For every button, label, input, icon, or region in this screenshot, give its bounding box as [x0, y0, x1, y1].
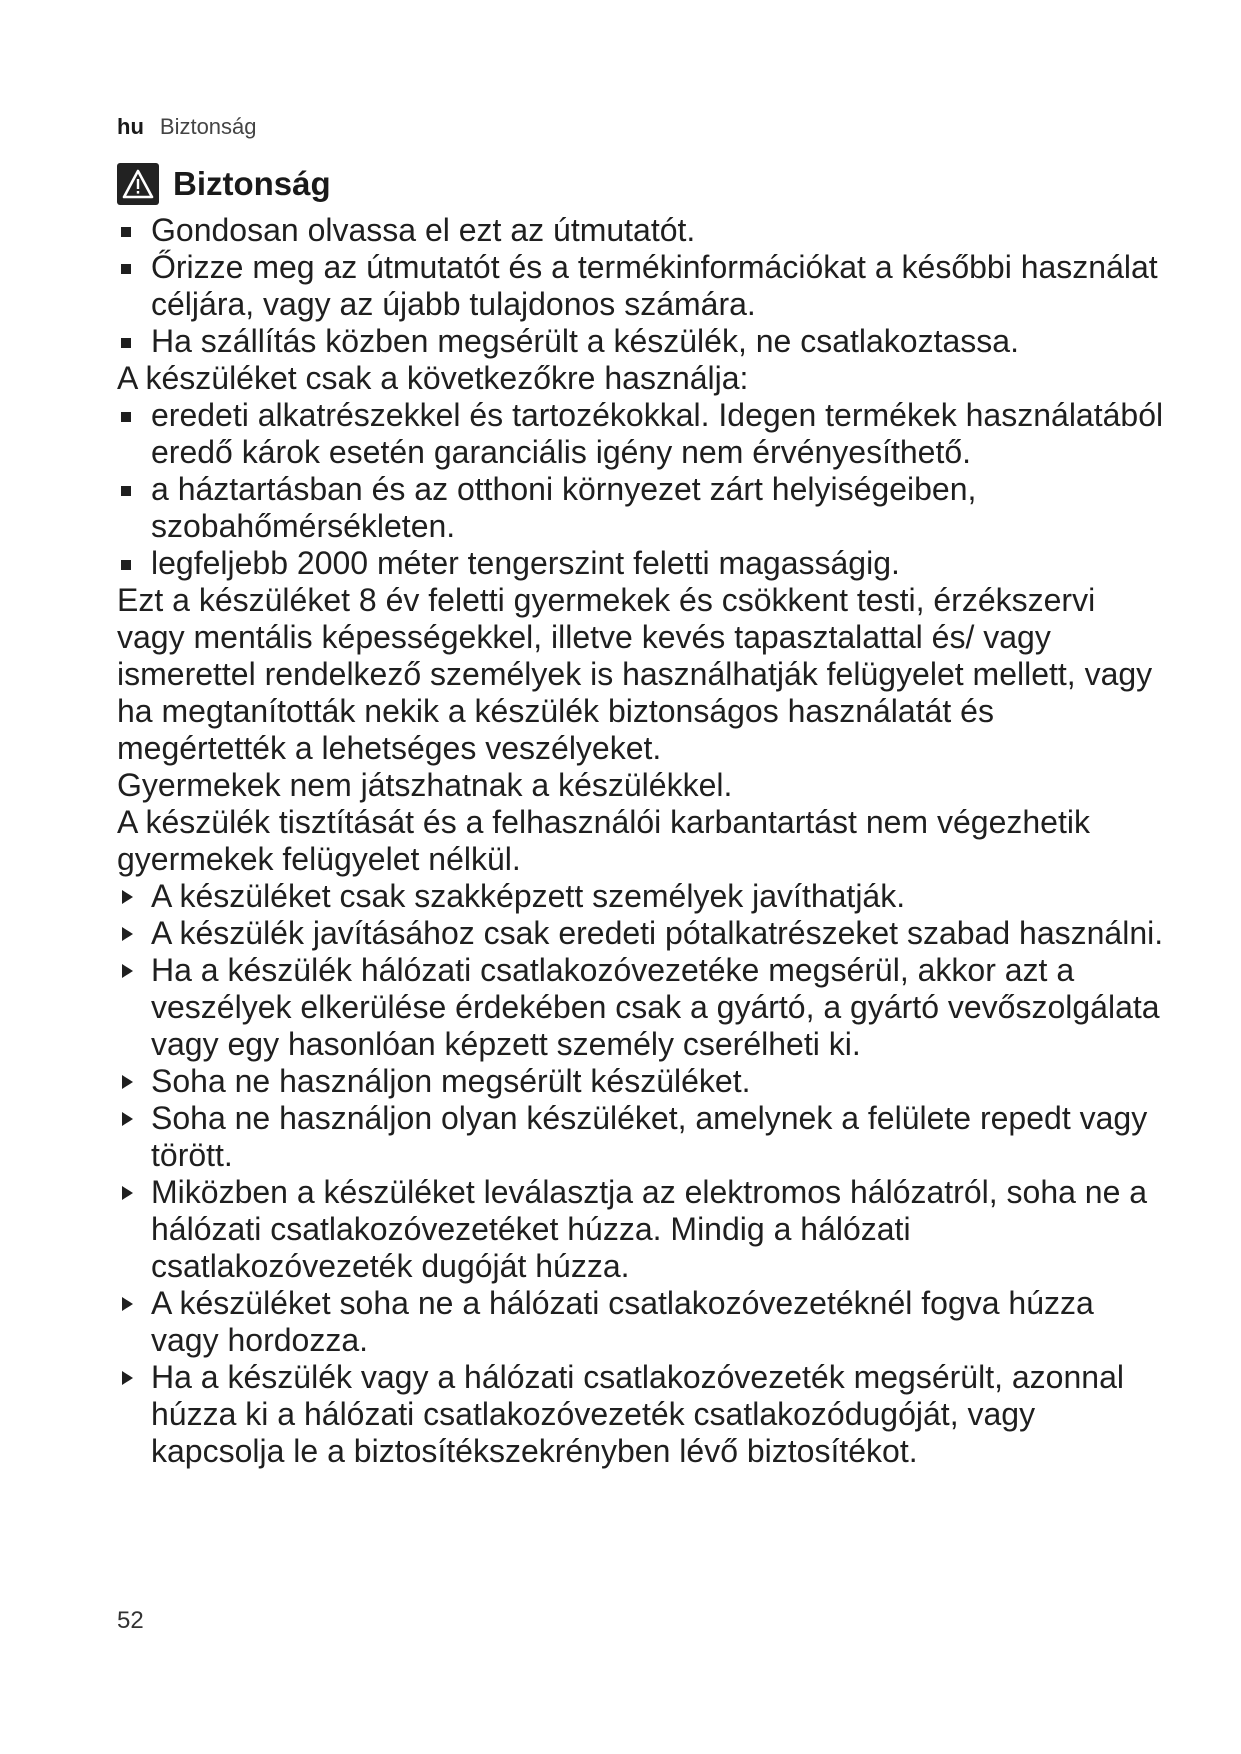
- list-item: [117, 323, 1167, 360]
- instruction-item: [117, 1285, 1167, 1359]
- list-item-text: a háztartásban és az otthoni környezet zárt helyiségeiben, szobahőmérsékleten.: [151, 471, 977, 544]
- instruction-text: Miközben a készüléket leválasztja az elektromos hálózatról, soha ne a hálózati csatlakozóvezetéket húzza. Mindig a hálózati csatlakozóvezeték dugóját húzza.: [151, 1174, 1148, 1284]
- paragraph: A készülék tisztítását és a felhasználói karbantartást nem végezhetik gyermekek felügyelet nélkül.: [117, 804, 1090, 877]
- instruction-text: Ha a készülék hálózati csatlakozóvezetéke megsérül, akkor azt a veszélyek elkerülése érdekében csak a gyártó, a gyártó vevőszolgálata vagy egy hasonlóan képzett személy cserélheti ki.: [151, 952, 1160, 1062]
- paragraph: Gyermekek nem játszhatnak a készülékkel.: [117, 767, 733, 803]
- instruction-item: [117, 1063, 1167, 1100]
- instruction-item: [117, 1359, 1167, 1470]
- list-item-text: legfeljebb 2000 méter tengerszint feletti magasságig.: [151, 545, 900, 581]
- paragraph: Ezt a készüléket 8 év feletti gyermekek és csökkent testi, érzékszervi vagy mentális képességekkel, illetve kevés tapasztalattal és/ vagy ismerettel rendelkező személyek is használhatják felügyelet mellett, vagy ha megtanították nekik a készülék biztonságos használatát és megértették a lehetséges veszélyeket.: [117, 582, 1153, 766]
- instruction-item: [117, 952, 1167, 1063]
- list-item-text: Gondosan olvassa el ezt az útmutatót.: [151, 212, 696, 248]
- list-item: [117, 249, 1167, 323]
- list-item-text: Őrizze meg az útmutatót és a termékinformációkat a későbbi használat céljára, vagy az újabb tulajdonos számára.: [151, 249, 1158, 322]
- safety-content: [117, 212, 1167, 1470]
- instruction-text: A készüléket csak szakképzett személyek javíthatják.: [151, 878, 906, 914]
- instruction-text: Soha ne használjon olyan készüléket, amelynek a felülete repedt vagy törött.: [151, 1100, 1148, 1173]
- list-item-text: eredeti alkatrészekkel és tartozékokkal. Idegen termékek használatából eredő károk esetén garanciális igény nem érvényesíthető.: [151, 397, 1164, 470]
- instruction-item: [117, 1174, 1167, 1285]
- instruction-text: Ha a készülék vagy a hálózati csatlakozóvezeték megsérült, azonnal húzza ki a hálózati csatlakozóvezeték csatlakozódugóját, vagy kapcsolja le a biztosítékszekrényben lévő biztosítékot.: [151, 1359, 1124, 1469]
- warning-triangle-icon: [117, 163, 159, 205]
- page-number: 52: [117, 1607, 144, 1634]
- list-item: [117, 545, 1167, 582]
- instruction-item: [117, 878, 1167, 915]
- list-item-text: Ha szállítás közben megsérült a készülék, ne csatlakoztassa.: [151, 323, 1019, 359]
- section-heading: [117, 163, 331, 205]
- instruction-text: Soha ne használjon megsérült készüléket.: [151, 1063, 751, 1099]
- instruction-text: A készüléket soha ne a hálózati csatlakozóvezetéknél fogva húzza vagy hordozza.: [151, 1285, 1094, 1358]
- list-item: [117, 212, 1167, 249]
- language-code: hu: [117, 114, 144, 139]
- header-section: Biztonság: [159, 114, 257, 139]
- usage-intro: A készüléket csak a következőkre használja:: [117, 360, 749, 396]
- running-header: [117, 114, 257, 140]
- instruction-item: [117, 1100, 1167, 1174]
- instruction-text: A készülék javításához csak eredeti pótalkatrészeket szabad használni.: [151, 915, 1164, 951]
- instruction-item: [117, 915, 1167, 952]
- page-title: Biztonság: [173, 165, 331, 202]
- list-item: [117, 471, 1167, 545]
- list-item: [117, 397, 1167, 471]
